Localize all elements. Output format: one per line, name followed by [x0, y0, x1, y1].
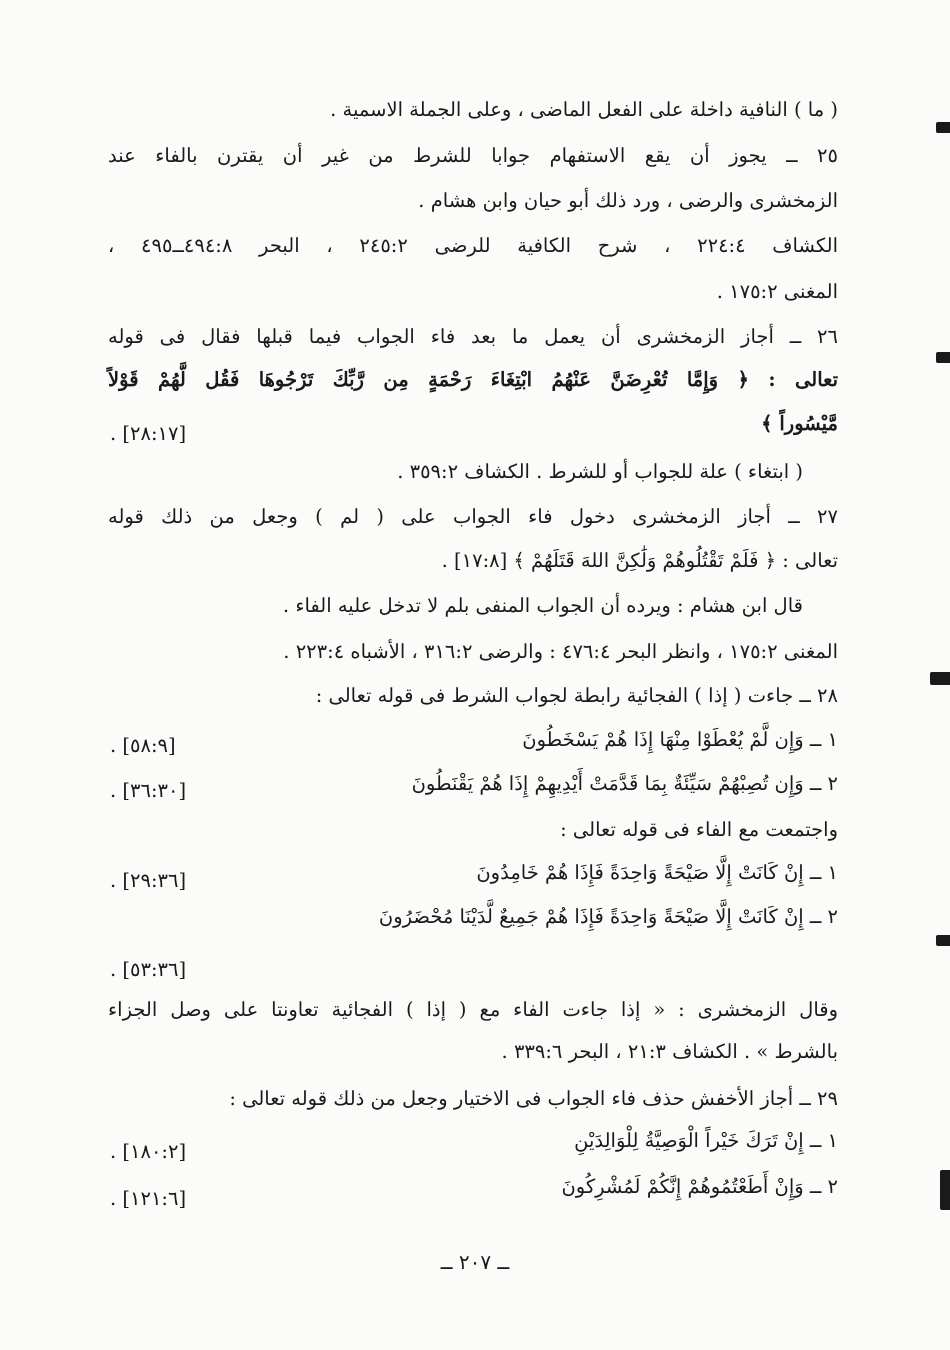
verse-line: ١ ــ وَإِن لَّمْ يُعْطَوْا مِنْهَا إِذَا هُمْ يَسْخَطُونَ [522, 728, 838, 751]
verse-reference: . [٢٩:٣٦] [110, 869, 187, 892]
verse-line: ١ ــ إِنْ تَرَكَ خَيْراً الْوَصِيَّةُ لِلْوَالِدَيْنِ [574, 1129, 838, 1152]
text-line: المغنى ١٧٥:٢ . [716, 280, 838, 303]
text-line: قال ابن هشام : ويرده أن الجواب المنفى بلم لا تدخل عليه الفاء . [282, 594, 803, 617]
text-line: ٢٨ ــ جاءت ( إذا ) الفجائية رابطة لجواب الشرط فى قوله تعالى : [315, 684, 838, 707]
verse-reference: . [١٨٠:٢] [110, 1140, 187, 1163]
verse-reference: . [١٢١:٦] [110, 1187, 187, 1210]
text-line: الكشاف ٢٢٤:٤ ، شرح الكافية للرضى ٢٤٥:٢ ، البحر ٤٩٤:٨ــ٤٩٥ ، [108, 234, 838, 257]
verse-line: ١ ــ إِنْ كَانَتْ إِلَّا صَيْحَةً وَاحِدَةً فَإِذَا هُمْ خَامِدُونَ [476, 861, 838, 884]
verse-line: ٢ ــ وَإِنْ أَطَعْتُمُوهُمْ إِنَّكُمْ لَمُشْرِكُونَ [561, 1175, 838, 1198]
verse-reference: . [٥٨:٩] [110, 734, 176, 757]
verse-line: ٢ ــ وَإِن تُصِبْهُمْ سَيِّئَةٌ بِمَا قَدَّمَتْ أَيْدِيهِمْ إِذَا هُمْ يَقْنَطُونَ [411, 772, 838, 795]
text-line: المغنى ١٧٥:٢ ، وانظر البحر ٤٧٦:٤ : والرضى ٣١٦:٢ ، الأشباه ٢٢٣:٤ . [283, 640, 838, 663]
verse-line: ٢ ــ إِنْ كَانَتْ إِلَّا صَيْحَةً وَاحِدَةً فَإِذَا هُمْ جَمِيعٌ لَّدَيْنَا مُحْضَرُونَ [378, 905, 838, 928]
edge-mark [936, 352, 950, 363]
text-line: ٢٥ ــ يجوز أن يقع الاستفهام جوابا للشرط من غير أن يقترن بالفاء عند [108, 144, 838, 167]
text-line: واجتمعت مع الفاء فى قوله تعالى : [560, 818, 838, 841]
edge-mark [936, 122, 950, 133]
text-line: بالشرط » . الكشاف ٢١:٣ ، البحر ٣٣٩:٦ . [501, 1040, 838, 1063]
text-line: ٢٧ ــ أجاز الزمخشرى دخول فاء الجواب على ( لم ) وجعل من ذلك قوله [108, 505, 838, 528]
text-line: الزمخشرى والرضى ، ورد ذلك أبو حيان وابن هشام . [418, 189, 838, 212]
verse-reference: . [٣٦:٣٠] [110, 779, 187, 802]
edge-mark [940, 1170, 950, 1210]
verse-line: تعالى : ﴿ وَإِمَّا تُعْرِضَنَّ عَنْهُمُ ابْتِغَاءَ رَحْمَةٍ مِن رَّبِّكَ تَرْجُوهَا فَقُل لَّهُمْ قَوْلاً [108, 368, 838, 391]
text-line: وقال الزمخشرى : « إذا جاءت الفاء مع ( إذا ) الفجائية تعاونتا على وصل الجزاء [108, 998, 838, 1021]
verse-reference: . [٥٣:٣٦] [110, 958, 187, 981]
text-line: ( ابتغاء ) علة للجواب أو للشرط . الكشاف ٣٥٩:٢ . [397, 460, 803, 483]
verse-line: مَّيْسُوراً ﴾ [761, 412, 838, 435]
verse-line: تعالى : ﴿ فَلَمْ تَقْتُلُوهُمْ وَلَٰكِنَّ اللهَ قَتَلَهُمْ ﴾ [١٧:٨] . [441, 549, 838, 572]
edge-mark [936, 935, 950, 946]
text-line: ( ما ) النافية داخلة على الفعل الماضى ، وعلى الجملة الاسمية . [330, 98, 838, 121]
verse-reference: . [٢٨:١٧] [110, 422, 187, 445]
text-line: ٢٦ ــ أجاز الزمخشرى أن يعمل ما بعد فاء الجواب فيما قبلها فقال فى قوله [108, 325, 838, 348]
text-line: ٢٩ ــ أجاز الأخفش حذف فاء الجواب فى الاختيار وجعل من ذلك قوله تعالى : [229, 1087, 838, 1110]
page-number: ــ ٢٠٧ ــ [440, 1250, 510, 1274]
edge-mark [930, 672, 950, 685]
